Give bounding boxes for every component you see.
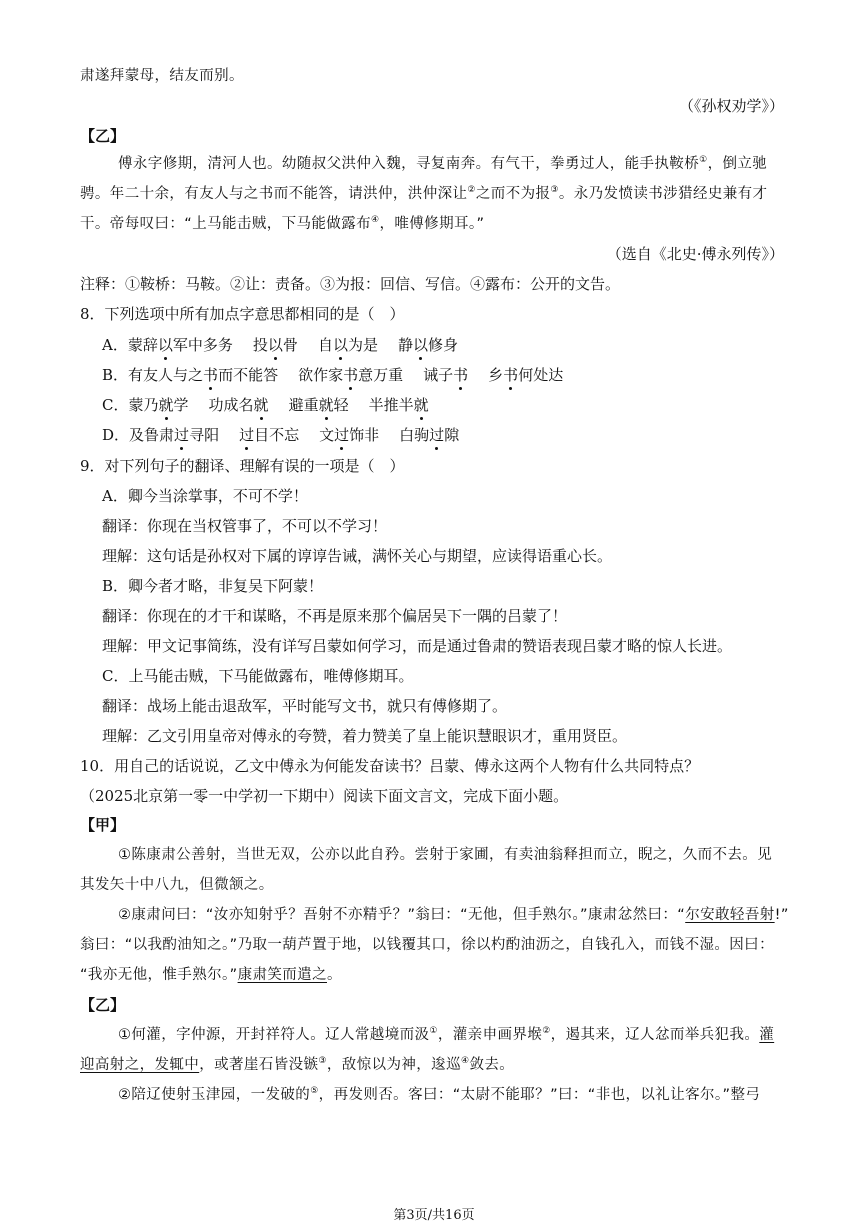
yi2-paragraph-2-line-1: ②陪辽使射玉津园，一发破的⑤，再发则否。客曰：“太尉不能耶？”曰：“非也，以礼让客尔。”整弓 [118,1086,761,1103]
jia-paragraph-2-line-2: 翁曰：“以我酌油知之。”乃取一葫芦置于地，以钱覆其口，徐以杓酌油沥之，自钱孔入，而钱不湿。因曰： [80,937,774,953]
underlined-sentence: 康肃笑而遣之 [237,967,327,983]
q9-option-b: B．卿今者才略，非复吴下阿蒙！ [102,577,324,595]
jia-paragraph-2-line-1: ②康肃问曰：“汝亦知射乎？吾射不亦精乎？”翁曰：“无他，但手熟尔。”康肃忿然曰：“尔安敢轻吾射!” [118,907,789,923]
jia-paragraph-1-line-2: 其发矢十中八九，但微颔之。 [80,877,274,893]
question-9: 9．对下列句子的翻译、理解有误的一项是（ ） [80,457,405,475]
passage-closing-line: 肃遂拜蒙母，结友而别。 [80,68,244,84]
annotation-notes: 注释：①鞍桥：马鞍。②让：责备。③为报：回信、写信。④露布：公开的文告。 [80,275,621,293]
q9-understanding-a: 理解：这句话是孙权对下属的谆谆告诫，满怀关心与期望，应读得语重心长。 [102,547,613,565]
question-10: 10．用自己的话说说，乙文中傅永为何能发奋读书？吕蒙、傅永这两个人物有什么共同特点？ [80,757,700,775]
section-label-yi: 【乙】 [80,127,126,145]
section-label-yi-2: 【乙】 [80,996,126,1014]
q9-translation-a: 翻译：你现在当权管事了，不可以不学习！ [102,517,388,535]
yi2-paragraph-1-line-2: 迎高射之，发辄中，或著崖石皆没镞③，敌惊以为神，逡巡④敛去。 [80,1056,515,1073]
passage-intro: （2025北京第一零一中学初一下期中）阅读下面文言文，完成下面小题。 [80,787,569,805]
question-8: 8．下列选项中所有加点字意思都相同的是（ ） [80,305,405,323]
yi2-paragraph-1-line-1: ①何灌，字仲源，开封祥符人。辽人常越境而汲①，灌亲申画界堠②，遏其来，辽人忿而举兵犯我。灌 [118,1026,775,1043]
underlined-sentence: 尔安敢轻吾射 [685,907,775,923]
q9-understanding-c: 理解：乙文引用皇帝对傅永的夸赞，着力赞美了皇上能识慧眼识才，重用贤臣。 [102,727,628,745]
page-footer: 第3页/共16页 [393,1208,475,1223]
q9-option-a: A．卿今当涂掌事，不可不学！ [102,487,308,505]
q9-option-c: C．上马能击贼，下马能做露布，唯傅修期耳。 [102,667,414,685]
q8-option-a: A．蒙辞以军中多务 投以骨 自以为是 静以修身 [102,336,459,354]
q9-translation-b: 翻译：你现在的才干和谋略，不再是原来那个偏居吴下一隅的吕蒙了！ [102,607,568,625]
q9-translation-c: 翻译：战场上能击退敌军，平时能写文书，就只有傅修期了。 [102,697,508,715]
source-citation-a: （《孙权劝学》） [678,97,784,115]
jia-paragraph-2-line-3: “我亦无他，惟手熟尔。”康肃笑而遣之。 [80,967,342,983]
underlined-sentence: 迎高射之，发辄中 [80,1057,200,1073]
section-label-jia: 【甲】 [80,816,126,834]
yi-paragraph-line-3: 干。帝每叹曰：“上马能击贼，下马能做露布④，唯傅修期耳。” [80,215,485,232]
q9-understanding-b: 理解：甲文记事简练，没有详写吕蒙如何学习，而是通过鲁肃的赞语表现吕蒙才略的惊人长进。 [102,637,733,655]
jia-paragraph-1-line-1: ①陈康肃公善射，当世无双，公亦以此自矜。尝射于家圃，有卖油翁释担而立，睨之，久而不去。见 [118,847,773,863]
yi-paragraph-line-1: 傅永字修期，清河人也。幼随叔父洪仲入魏，寻复南奔。有气干，拳勇过人，能手执鞍桥①，倒立驰 [118,155,768,172]
q8-option-c: C．蒙乃就学 功成名就 避重就轻 半推半就 [102,396,429,414]
q8-option-b: B．有友人与之书而不能答 欲作家书意万重 诫子书 乡书何处达 [102,366,564,384]
yi-paragraph-line-2: 骋。年二十余，有友人与之书而不能答，请洪仲，洪仲深让②之而不为报③。永乃发愤读书涉猎经史兼有才 [80,185,768,202]
source-citation-b: （选自《北史·傅永列传》） [606,245,784,263]
q8-option-d: D．及鲁肃过寻阳 过目不忘 文过饰非 白驹过隙 [102,426,460,444]
